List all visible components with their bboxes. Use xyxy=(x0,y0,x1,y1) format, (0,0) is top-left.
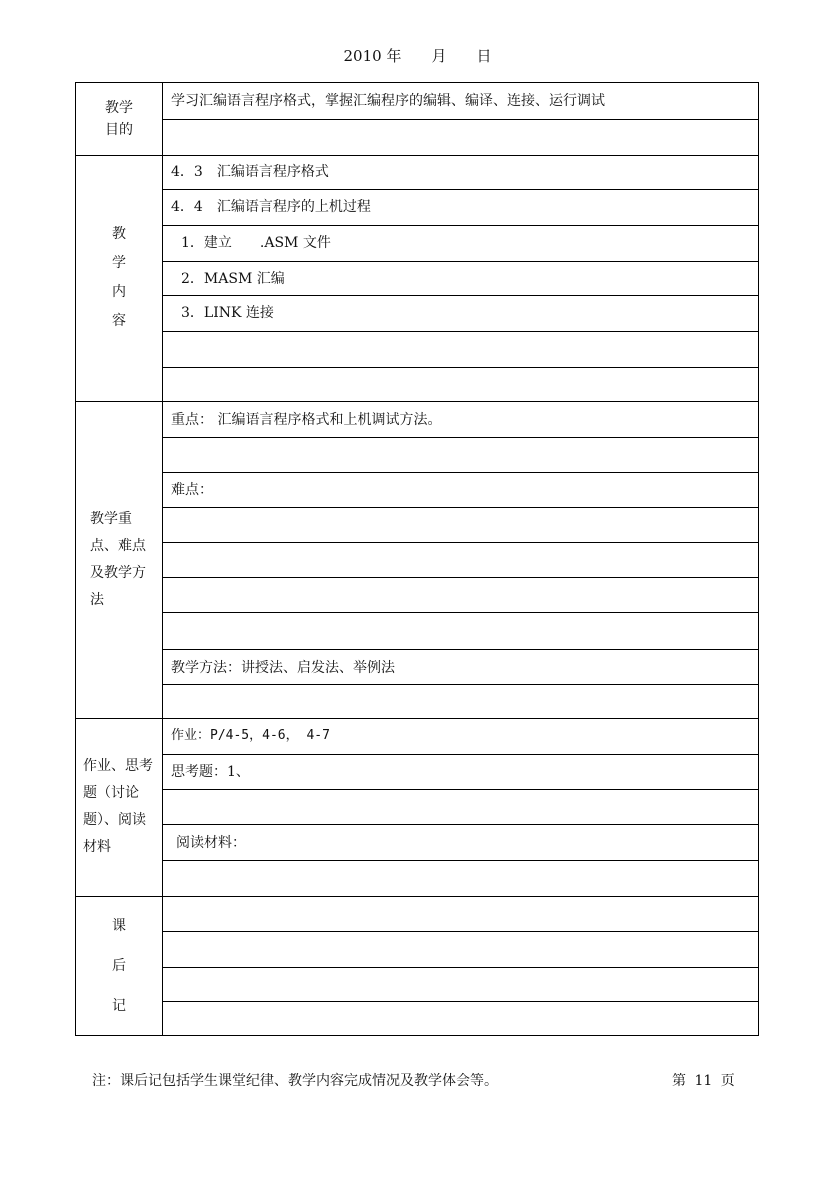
row-line xyxy=(162,295,758,296)
content-row-4: 2．MASM 汇编 xyxy=(181,271,285,287)
section-line xyxy=(76,401,758,402)
row-line xyxy=(162,261,758,262)
focus-row-3: 难点： xyxy=(171,482,213,498)
focus-row-1: 重点： 汇编语言程序格式和上机调试方法。 xyxy=(171,412,442,428)
section-line xyxy=(76,155,758,156)
row-line xyxy=(162,824,758,825)
row-line xyxy=(162,189,758,190)
focus-row-8: 教学方法：讲授法、启发法、举例法 xyxy=(171,660,395,676)
focus-label: 教学重点、难点及教学方法 xyxy=(90,510,146,608)
row-line xyxy=(162,684,758,685)
goal-label: 教学目的 xyxy=(105,100,133,138)
goal-row-1: 学习汇编语言程序格式，掌握汇编程序的编辑、编译、连接、运行调试 xyxy=(171,93,605,109)
row-line xyxy=(162,754,758,755)
row-line xyxy=(162,577,758,578)
content-row-3: 1．建立 .ASM 文件 xyxy=(181,235,331,251)
row-line xyxy=(162,649,758,650)
row-line xyxy=(162,612,758,613)
page-number: 第 11 页 xyxy=(672,1073,735,1089)
row-line xyxy=(162,331,758,332)
row-line xyxy=(162,931,758,932)
content-row-2: 4．4 汇编语言程序的上机过程 xyxy=(171,199,371,215)
content-row-5: 3．LINK 连接 xyxy=(181,305,274,321)
row-line xyxy=(162,367,758,368)
row-line xyxy=(162,507,758,508)
date-year: 2010 年 xyxy=(343,47,402,65)
content-label: 教学内容 xyxy=(112,226,126,329)
section-line xyxy=(76,718,758,719)
homework-row-1: 作业：P/4-5，4-6， 4-7 xyxy=(171,728,330,743)
row-line xyxy=(162,472,758,473)
row-line xyxy=(162,437,758,438)
row-line xyxy=(162,119,758,120)
row-line xyxy=(162,542,758,543)
lesson-plan-table xyxy=(75,82,759,1036)
homework-row-2: 思考题：1、 xyxy=(171,764,250,780)
notes-label: 课后记 xyxy=(112,917,126,1014)
date-day: 日 xyxy=(476,47,492,65)
homework-label: 作业、思考题（讨论题）、阅读材料 xyxy=(83,758,153,855)
homework-row-4: 阅读材料： xyxy=(176,835,246,851)
row-line xyxy=(162,225,758,226)
row-line xyxy=(162,1001,758,1002)
section-line xyxy=(76,896,758,897)
date-month: 月 xyxy=(431,47,447,65)
row-line xyxy=(162,789,758,790)
row-line xyxy=(162,967,758,968)
row-line xyxy=(162,860,758,861)
footnote: 注：课后记包括学生课堂纪律、教学内容完成情况及教学体会等。 xyxy=(92,1073,498,1089)
content-row-1: 4．3 汇编语言程序格式 xyxy=(171,164,329,180)
date-line xyxy=(0,45,835,66)
